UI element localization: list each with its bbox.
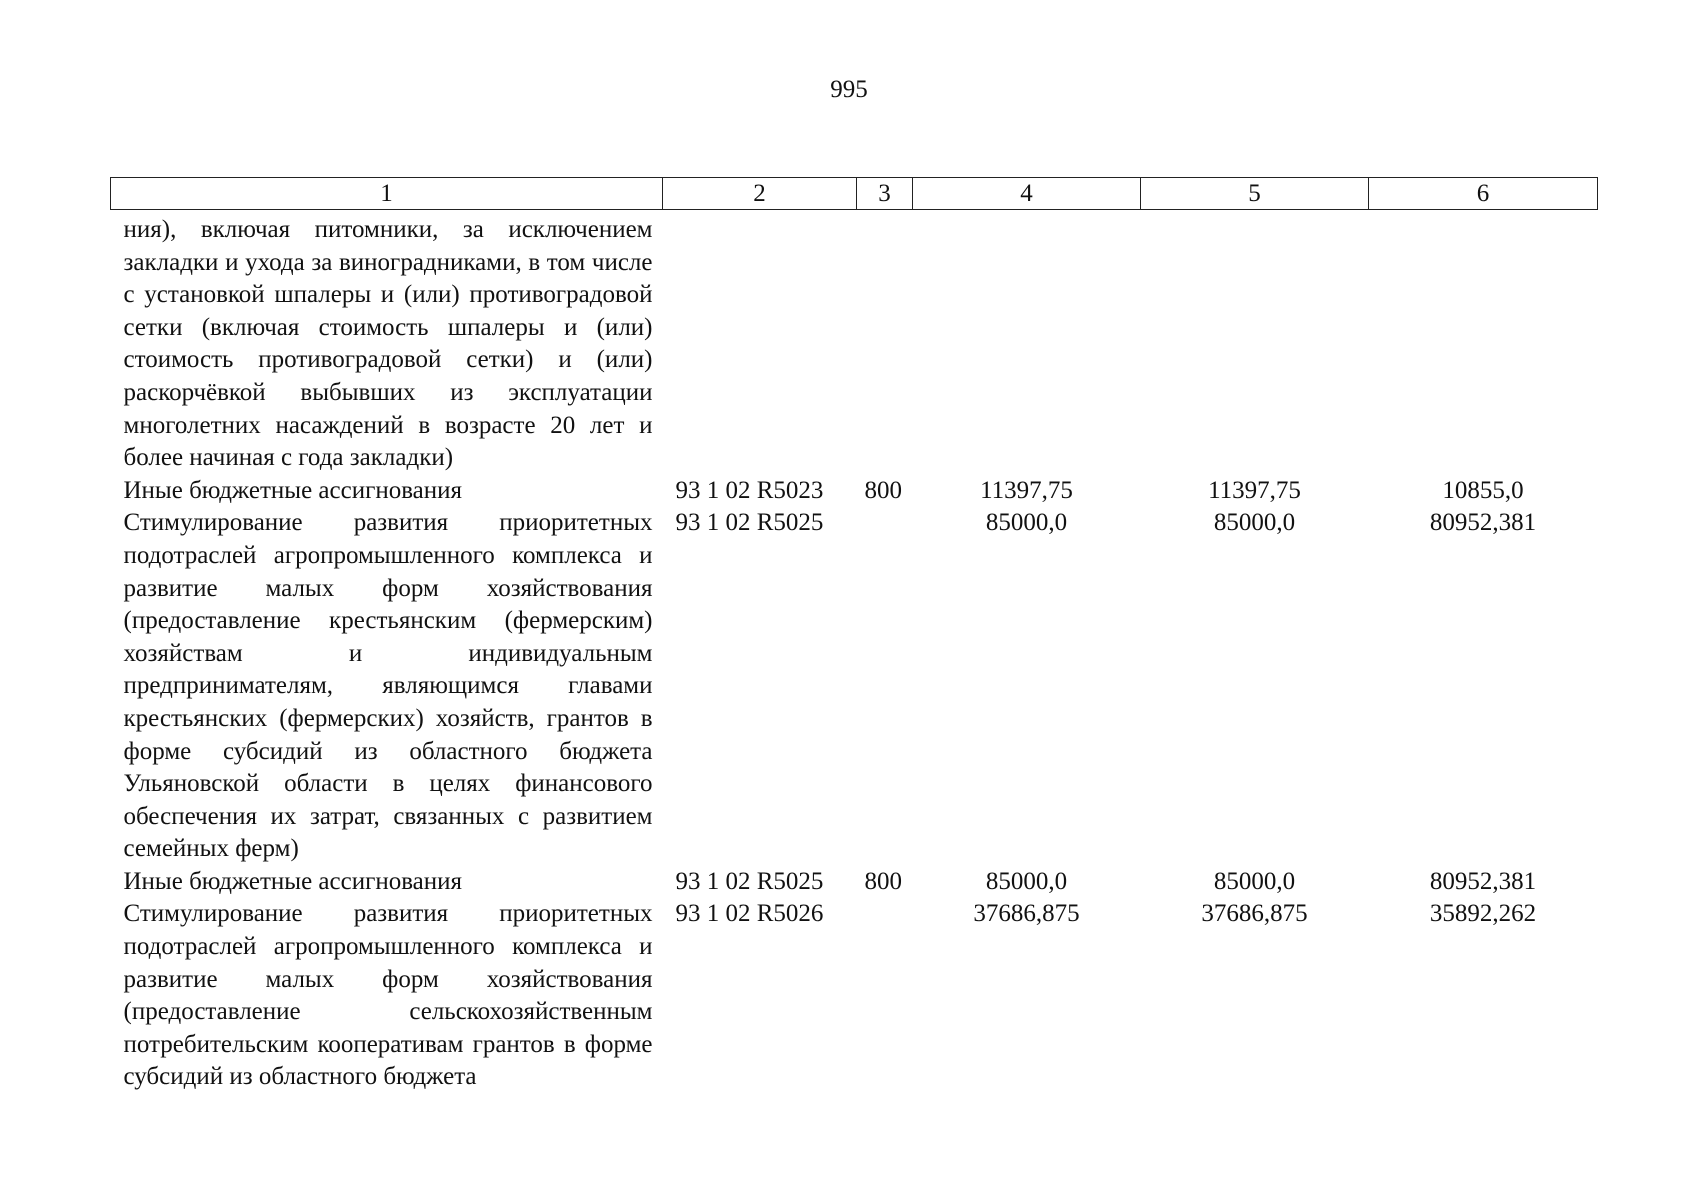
row-code: 93 1 02 R5026 (675, 900, 824, 928)
column-header-4: 4 (913, 178, 1141, 210)
row-value-4 (913, 210, 1141, 475)
header-row (111, 178, 1598, 210)
row-value-5: 85000,0 (1213, 509, 1296, 537)
row-name: Иные бюджетные ассигнования (123, 476, 463, 504)
row-name: ния), включая питомники, за исключением закладки и ухода за виноградниками, в том числе с установкой шпалеры и (или) противоградовой сетки (включая стоимость шпалеры и (или) стоимость противоградовой сетки) и (или) раскорчёвкой выбывших из эксплуатации многолетних насаждений в возрасте 20 лет и более начиная с года закладки) (123, 216, 653, 472)
row-code: 93 1 02 R5025 (675, 509, 824, 537)
table-row (111, 866, 1598, 899)
budget-table (110, 177, 1598, 1094)
row-type: 800 (864, 867, 902, 895)
row-type (857, 210, 913, 475)
row-value-6: 80952,381 (1429, 867, 1537, 895)
row-value-5: 37686,875 (1201, 900, 1308, 928)
table-row (111, 210, 1598, 475)
row-value-5: 11397,75 (1208, 476, 1301, 504)
row-value-6: 35892,262 (1429, 900, 1537, 928)
column-header-6: 6 (1369, 178, 1598, 210)
row-name: Стимулирование развития приоритетных подотраслей агропромышленного комплекса и развитие малых форм хозяйствования (предоставление крестьянским (фермерским) хозяйствам и индивидуальным предпринимателям, являющимся главами крестьянских (фермерских) хозяйств, грантов в форме субсидий из областного бюджета Ульяновской области в целях финансового обеспечения их затрат, связанных с развитием семейных ферм) (123, 509, 653, 863)
table-row (111, 475, 1598, 508)
row-name: Иные бюджетные ассигнования (123, 867, 463, 895)
row-value-4: 85000,0 (985, 509, 1068, 537)
table-row (111, 898, 1598, 1094)
row-value-6: 10855,0 (1442, 476, 1524, 504)
row-value-5: 85000,0 (1213, 867, 1296, 895)
row-code: 93 1 02 R5025 (675, 867, 824, 895)
table-row (111, 507, 1598, 866)
row-value-4: 85000,0 (985, 867, 1068, 895)
row-value-6: 80952,381 (1429, 509, 1537, 537)
row-code: 93 1 02 R5023 (675, 476, 824, 504)
row-type: 800 (864, 476, 902, 504)
row-value-5 (1141, 210, 1369, 475)
row-value-6 (1369, 210, 1598, 475)
column-header-1: 1 (111, 178, 663, 210)
row-value-4: 11397,75 (980, 476, 1073, 504)
column-header-2: 2 (663, 178, 857, 210)
page-number: 995 (830, 76, 868, 103)
row-type (857, 507, 913, 866)
row-code (663, 210, 857, 475)
row-value-4: 37686,875 (973, 900, 1080, 928)
column-header-3: 3 (857, 178, 913, 210)
row-name: Стимулирование развития приоритетных подотраслей агропромышленного комплекса и развитие малых форм хозяйствования (предоставление сельскохозяйственным потребительским кооперативам грантов в форме субсидий из областного бюджета (123, 900, 653, 1091)
column-header-5: 5 (1141, 178, 1369, 210)
row-type (857, 898, 913, 1094)
